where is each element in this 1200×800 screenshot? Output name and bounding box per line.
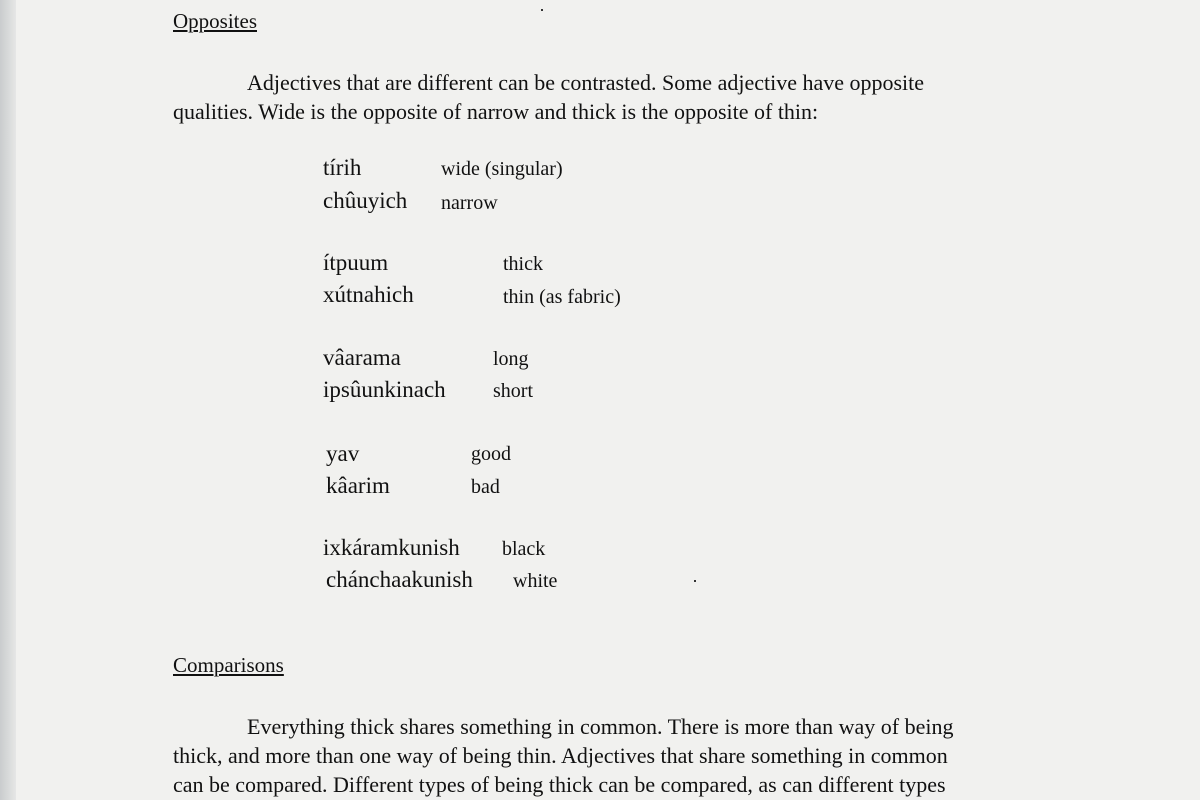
gloss-short: short xyxy=(493,380,533,402)
term-narrow: chûuyich xyxy=(323,188,408,213)
page-edge-shadow xyxy=(0,0,16,800)
comparisons-line2: thick, and more than one way of being thin. Adjectives that share something in common xyxy=(173,743,948,768)
gloss-bad: bad xyxy=(471,476,500,498)
comparisons-line3: can be compared. Different types of being thick can be compared, as can different types xyxy=(173,772,946,797)
term-thick: ítpuum xyxy=(323,250,389,275)
term-bad: kâarim xyxy=(326,473,390,498)
gloss-black: black xyxy=(502,538,546,560)
scan-speck xyxy=(541,9,543,11)
term-wide: tírih xyxy=(323,155,362,180)
term-short: ipsûunkinach xyxy=(323,377,446,402)
term-thin: xútnahich xyxy=(323,282,414,307)
comparisons-heading: Comparisons xyxy=(173,653,284,677)
gloss-thick: thick xyxy=(503,253,543,275)
term-black: ixkáramkunish xyxy=(323,535,460,560)
gloss-wide: wide (singular) xyxy=(441,158,563,180)
comparisons-line1: Everything thick shares something in common. There is more than way of being xyxy=(247,714,954,739)
term-good: yav xyxy=(326,441,360,466)
term-white: chánchaakunish xyxy=(326,567,473,592)
opposites-intro-line1: Adjectives that are different can be contrasted. Some adjective have opposite xyxy=(247,70,925,95)
gloss-narrow: narrow xyxy=(441,192,498,214)
term-long: vâarama xyxy=(323,345,401,370)
opposites-intro-line2: qualities. Wide is the opposite of narrow and thick is the opposite of thin: xyxy=(173,99,819,124)
gloss-thin: thin (as fabric) xyxy=(503,286,621,308)
gloss-long: long xyxy=(493,348,529,370)
gloss-white: white xyxy=(513,570,558,592)
opposites-heading: Opposites xyxy=(173,9,257,33)
gloss-good: good xyxy=(471,443,511,465)
scan-speck xyxy=(694,580,696,582)
